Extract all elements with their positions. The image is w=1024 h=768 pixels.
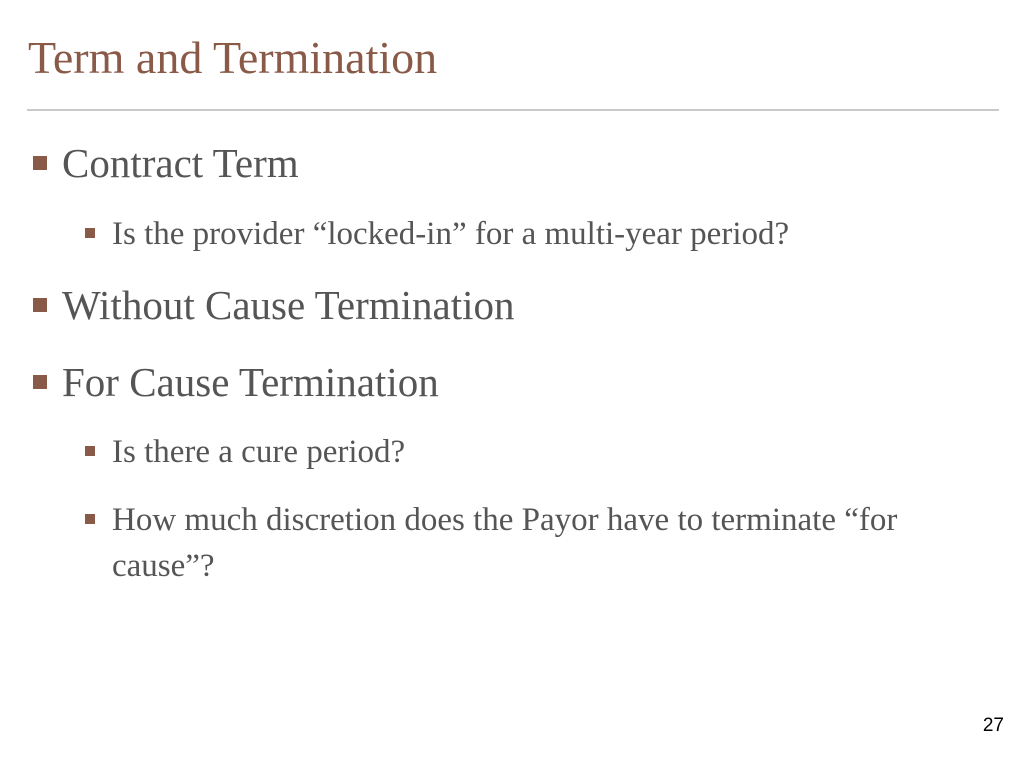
bullet-without-cause-termination — [62, 281, 514, 329]
square-bullet-icon — [33, 156, 47, 170]
bullet-text: For Cause Termination — [62, 359, 439, 405]
sub-bullet-payor-discretion — [112, 497, 1002, 589]
title-divider — [27, 109, 999, 111]
bullet-text: How much discretion does the Payor have to terminate “for cause”? — [112, 502, 898, 584]
bullet-for-cause-termination — [62, 358, 439, 406]
square-bullet-icon — [85, 446, 95, 456]
bullet-text: Contract Term — [62, 140, 299, 186]
square-bullet-icon — [85, 514, 95, 524]
slide-title: Term and Termination — [28, 32, 438, 83]
square-bullet-icon — [85, 228, 95, 238]
bullet-contract-term — [62, 139, 299, 187]
bullet-text: Without Cause Termination — [62, 282, 515, 328]
bullet-text: Is there a cure period? — [112, 434, 406, 470]
sub-bullet-cure-period — [112, 429, 405, 475]
sub-bullet-locked-in — [112, 211, 789, 257]
square-bullet-icon — [33, 375, 47, 389]
page-number: 27 — [982, 715, 1004, 736]
square-bullet-icon — [33, 298, 47, 312]
bullet-text: Is the provider “locked-in” for a multi-year period? — [112, 216, 790, 252]
